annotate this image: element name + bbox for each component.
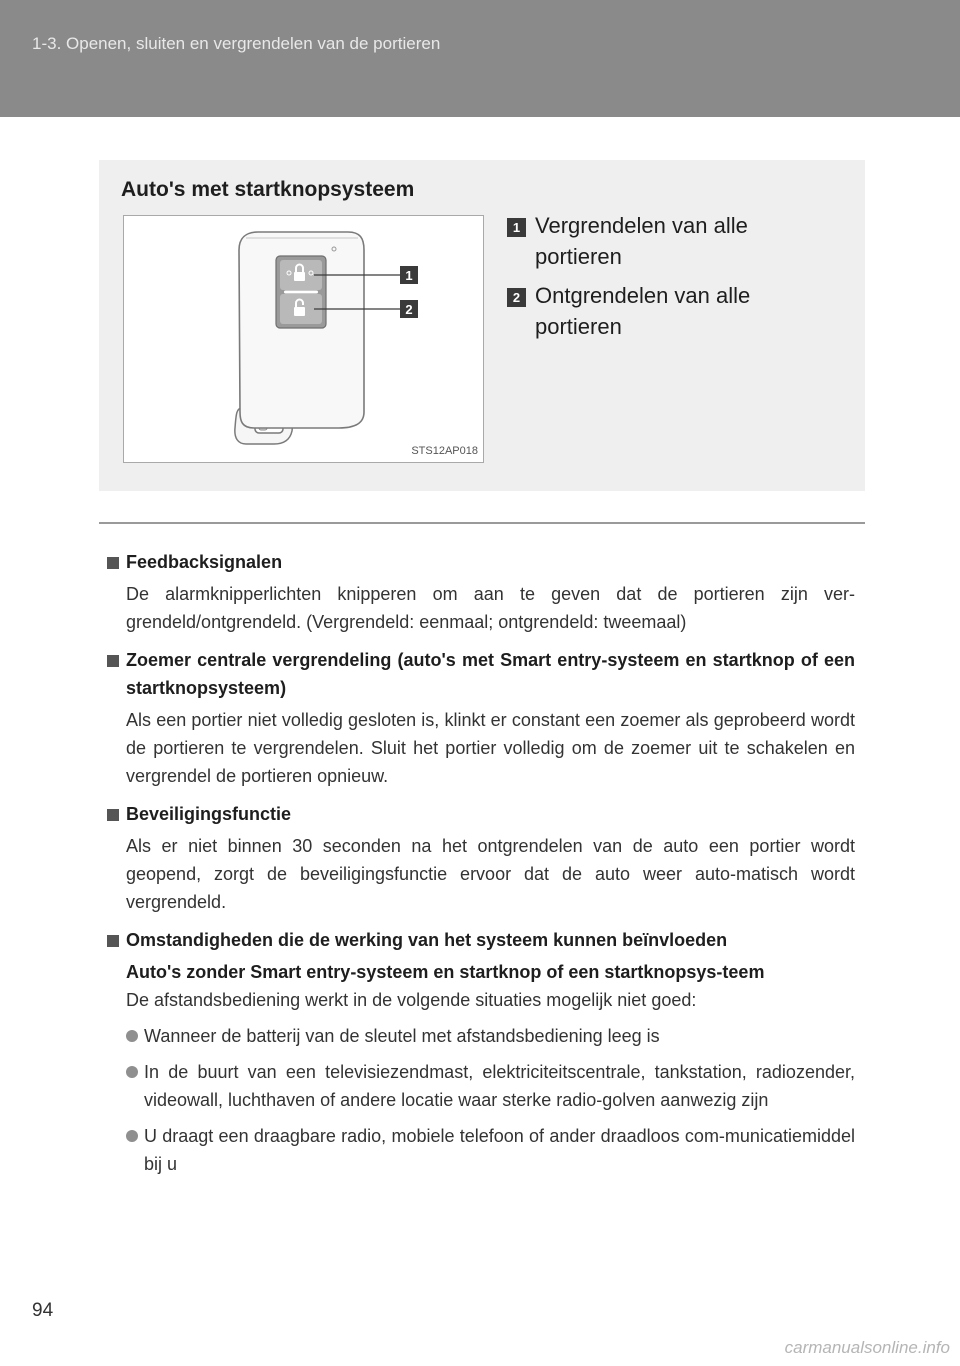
main-content: [107, 548, 855, 1178]
section-heading-security: [107, 800, 855, 828]
legend-item-unlock: [507, 280, 837, 342]
figure-code: STS12AP018: [411, 445, 478, 457]
section-body: De alarmknipperlichten knipperen om aan te geven dat de portieren zijn ver-grendeld/ontgrendeld. (Vergrendeld: eenmaal; ontgrendeld: tweemaal): [126, 584, 855, 632]
heading-text: Feedbacksignalen: [126, 552, 283, 572]
square-bullet-icon: [107, 557, 119, 569]
callout-1: 1: [405, 268, 413, 283]
legend-item-lock: [507, 210, 837, 272]
circle-bullet-icon: [126, 1030, 138, 1042]
list-item: [107, 1122, 855, 1178]
number-badge: 2: [507, 288, 526, 307]
callout-2: 2: [405, 302, 413, 317]
circle-bullet-icon: [126, 1130, 138, 1142]
list-item: [107, 1022, 855, 1050]
circle-bullet-icon: [126, 1066, 138, 1078]
section-heading-buzzer: [107, 646, 855, 702]
list-item: [107, 1058, 855, 1114]
subsection-heading: Auto's zonder Smart entry-systeem en startknop of een startknopsys-teem: [126, 962, 765, 982]
heading-text: Omstandigheden die de werking van het systeem kunnen beïnvloeden: [126, 930, 728, 950]
breadcrumb: 1-3. Openen, sluiten en vergrendelen van de portieren: [32, 34, 441, 53]
list-item-text: Wanneer de batterij van de sleutel met afstandsbediening leeg is: [144, 1026, 660, 1046]
section-body: Als er niet binnen 30 seconden na het ontgrendelen van de auto een portier wordt geopend, zorgt de beveiligingsfunctie ervoor dat de auto weer auto-matisch wordt vergrendeld.: [126, 836, 855, 912]
heading-text: Beveiligingsfunctie: [126, 804, 292, 824]
panel-title: Auto's met startknopsysteem: [121, 178, 415, 201]
list-item-text: In de buurt van een televisiezendmast, elektriciteitscentrale, tankstation, radiozender, videowall, luchthaven of andere locatie waar sterke radio-golven aanwezig zijn: [144, 1062, 855, 1110]
page-header: [0, 0, 960, 117]
page-number: 94: [32, 1300, 54, 1321]
key-illustration: [123, 215, 484, 463]
number-badge: 1: [507, 218, 526, 237]
section-heading-feedback: [107, 548, 855, 576]
section-body: Als een portier niet volledig gesloten is, klinkt er constant een zoemer als geprobeerd wordt de portieren te vergrendelen. Sluit het portier volledig om de zoemer uit te schakelen en vergrendel de portieren opnieuw.: [126, 710, 855, 786]
list-item-text: U draagt een draagbare radio, mobiele telefoon of ander draadloos com-municatiemiddel bij u: [144, 1126, 855, 1174]
section-divider: [99, 522, 865, 524]
legend-text: Vergrendelen van alle portieren: [535, 213, 748, 269]
smart-key-drawing: [124, 216, 483, 462]
square-bullet-icon: [107, 655, 119, 667]
heading-text: Zoemer centrale vergrendeling (auto's met Smart entry-systeem en startknop of een startknopsysteem): [126, 650, 855, 698]
illustration-panel: [99, 160, 865, 491]
legend: [507, 210, 837, 350]
section-intro: De afstandsbediening werkt in de volgende situaties mogelijk niet goed:: [126, 990, 697, 1010]
legend-text: Ontgrendelen van alle portieren: [535, 283, 751, 339]
watermark: carmanualsonline.info: [784, 1338, 950, 1357]
square-bullet-icon: [107, 935, 119, 947]
square-bullet-icon: [107, 809, 119, 821]
section-heading-conditions: [107, 926, 855, 954]
